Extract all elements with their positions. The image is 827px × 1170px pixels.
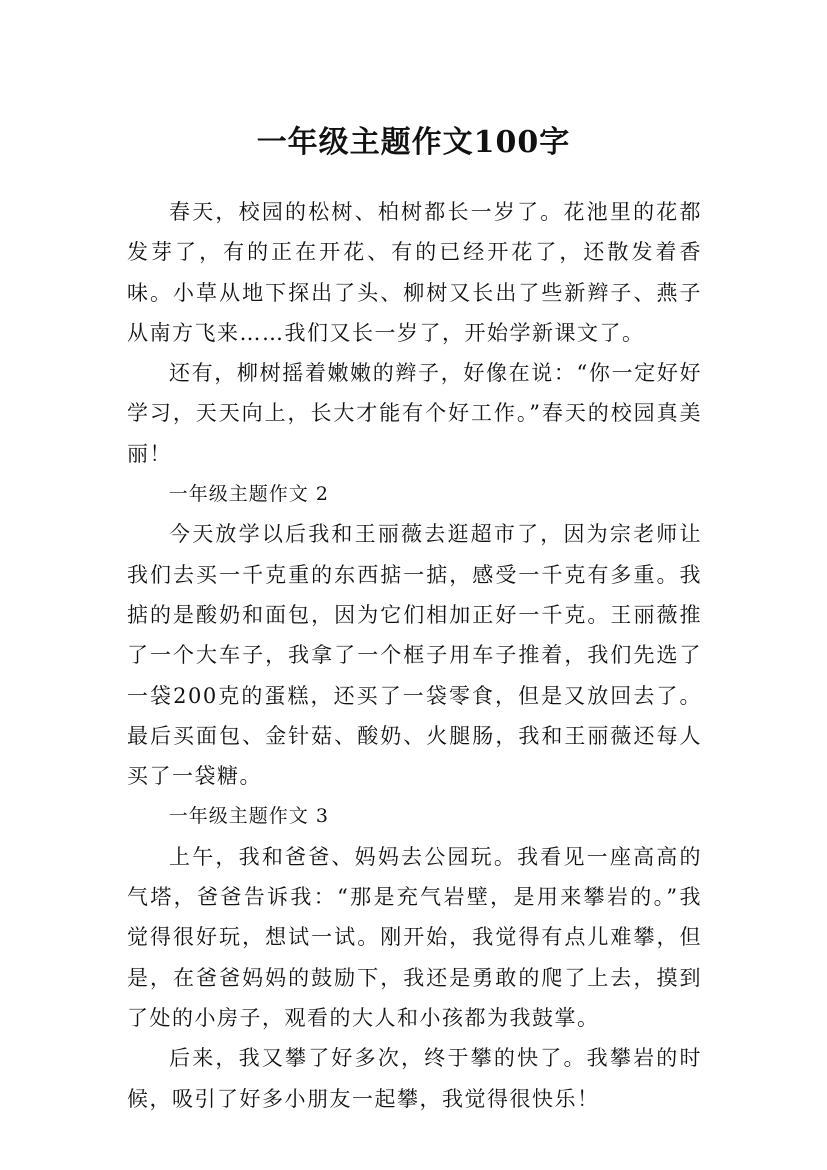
- paragraph-climbing-happy: 后来，我又攀了好多次，终于攀的快了。我攀岩的时候，吸引了好多小朋友一起攀，我觉得很快乐！: [127, 1046, 702, 1111]
- paragraph-supermarket: 今天放学以后我和王丽薇去逛超市了，因为宗老师让我们去买一千克重的东西掂一掂，感受一千克有多重。我掂的是酸奶和面包，因为它们相加正好一千克。王丽薇推了一个大车子，我拿了一个框子用车子推着，我们先选了一袋200克的蛋糕，还买了一袋零食，但是又放回去了。最后买面包、金针菇、酸奶、火腿肠，我和王丽薇还每人买了一袋糖。: [127, 522, 702, 789]
- paragraph-willow: 还有，柳树摇着嫩嫩的辫子，好像在说：“你一定好好学习，天天向上，长大才能有个好工作。”春天的校园真美丽！: [127, 361, 702, 466]
- paragraph-park-climbing: 上午，我和爸爸、妈妈去公园玩。我看见一座高高的气塔，爸爸告诉我：“那是充气岩壁，是用来攀岩的。”我觉得很好玩，想试一试。刚开始，我觉得有点儿难攀，但是，在爸爸妈妈的鼓励下，我还是勇敢的爬了上去，摸到了处的小房子，观看的大人和小孩都为我鼓掌。: [127, 844, 702, 1030]
- document-body: [127, 192, 702, 1119]
- paragraph-spring-campus: 春天，校园的松树、柏树都长一岁了。花池里的花都发芽了，有的正在开花、有的已经开花了，还散发着香味。小草从地下探出了头、柳树又长出了些新辫子、燕子从南方飞来……我们又长一岁了，开始学新课文了。: [127, 200, 702, 345]
- section-heading-3: 一年级主题作文 3: [168, 805, 329, 828]
- document-title: 一年级主题作文100字: [256, 125, 571, 161]
- section-heading-2: 一年级主题作文 2: [168, 483, 329, 506]
